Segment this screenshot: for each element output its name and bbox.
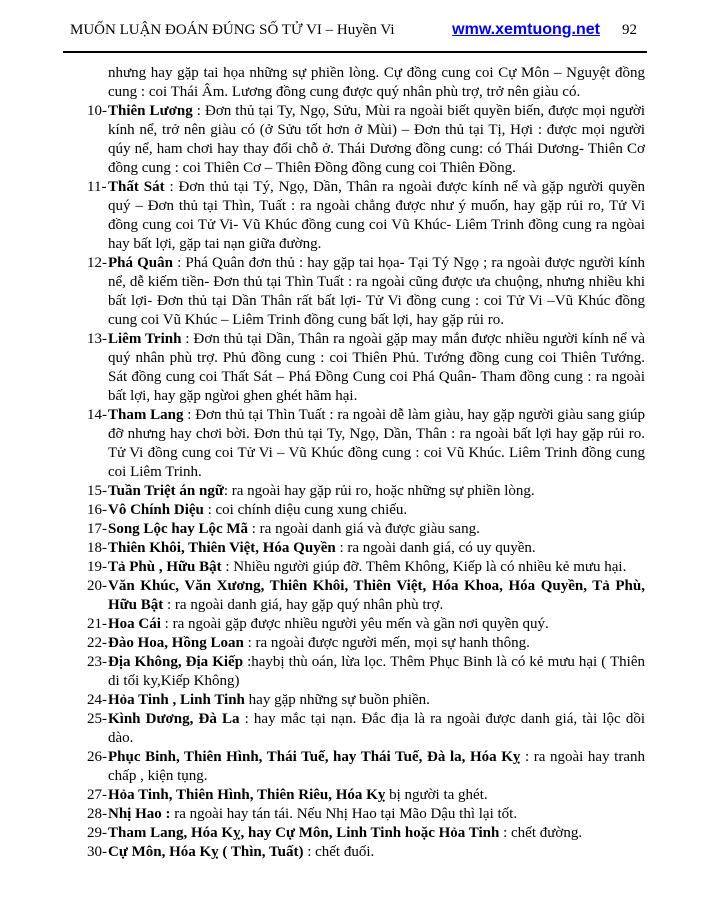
list-item-description: : ra ngoài hay tranh chấp , kiện tụng. <box>108 749 645 784</box>
page-header-right <box>452 21 637 39</box>
list-item <box>87 558 645 577</box>
list-item <box>87 406 645 482</box>
list-item-star-name: Hỏa Tinh , Linh Tinh <box>108 692 245 708</box>
list-item-star-name: Tuần Triệt án ngữ <box>108 483 224 499</box>
list-item-description: hay gặp những sự buồn phiền. <box>244 692 430 708</box>
list-item <box>87 254 645 330</box>
list-item-number: 15- <box>87 483 107 499</box>
list-item-number: 10- <box>87 103 107 119</box>
list-item-star-name: Địa Không, Địa Kiếp <box>108 654 244 670</box>
website-link[interactable]: wmw.xemtuong.net <box>452 21 600 38</box>
list-item <box>87 501 645 520</box>
list-item-description: : chết đường. <box>499 825 583 841</box>
list-item-star-name: Tham Lang, Hóa Kỵ, hay Cự Môn, Linh Tinh hoặc Hỏa Tinh <box>108 825 500 841</box>
list-item <box>87 748 645 786</box>
page-number: 92 <box>622 22 637 38</box>
list-item <box>87 102 645 178</box>
item-list <box>87 102 645 862</box>
list-item-number: 20- <box>87 578 107 594</box>
list-item-description: : Phá Quân đơn thủ : hay gặp tai họa- Tại Tý Ngọ ; ra ngoài được người kính nể, dễ kiếm tiền- Đơn thủ tại Thìn Tuất : ra ngoài cũng được ưa chuộng, nhưng nhiều khi bất lợi- Đơn thủ tại Dần Thân rất bất lợi- Tử Vi đồng cung : coi Tử Vi –Vũ Khúc đồng cung coi Vũ Khúc – Liêm Trinh đồng cung bất lợi, hay gặp rủi ro. <box>108 255 645 328</box>
list-item-number: 30- <box>87 844 107 860</box>
list-item-description: : ra ngoài danh giá và được giàu sang. <box>248 521 480 537</box>
list-item-description: : hay mắc tại nạn. Đắc địa là ra ngoài được danh giá, tài lộc dồi dào. <box>108 711 645 746</box>
list-item <box>87 691 645 710</box>
list-item-description: : ra ngoài danh giá, có uy quyền. <box>335 540 536 556</box>
list-item-description: : ra ngoài hay gặp rủi ro, hoặc những sự phiền lòng. <box>223 483 535 499</box>
list-item-star-name: Nhị Hao : <box>108 806 171 822</box>
list-item-description: : Đơn thủ tại Ty, Ngọ, Sửu, Mùi ra ngoài biết quyền biến, được mọi người kính nể, trở nên giàu có (ở Sửu tốt hơn ở Mùi) – Đơn thủ tại Tị, Hợi : được mọi người qúy nể, ham chơi hay thay đổi chỗ ở. Thái Dương đồng cung: có Thái Dương- Thiên Cơ đồng cung : coi Thiên Cơ – Thiên Đồng đồng cung coi Thiên Đồng. <box>108 103 645 176</box>
list-item-description: : ra ngoài gặp được nhiều người yêu mến và gần nơi quyền quý. <box>160 616 549 632</box>
list-item-number: 12- <box>87 255 107 271</box>
list-item-number: 16- <box>87 502 107 518</box>
list-item-description: : Nhiều người giúp đỡ. Thêm Không, Kiếp là có nhiều kẻ mưu hại. <box>221 559 627 575</box>
list-item-star-name: Hỏa Tinh, Thiên Hình, Thiên Riêu, Hóa Kỵ <box>108 787 386 803</box>
list-item-number: 19- <box>87 559 107 575</box>
list-item-number: 14- <box>87 407 107 423</box>
list-item-star-name: Hoa Cái <box>108 616 161 632</box>
list-item <box>87 482 645 501</box>
list-item-star-name: Cự Môn, Hóa Kỵ ( Thìn, Tuất) <box>108 844 304 860</box>
page-header-title: MUỐN LUẬN ĐOÁN ĐÚNG SỐ TỬ VI – Huyền Vi <box>70 22 395 38</box>
list-item-description: ra ngoài hay tán tái. Nếu Nhị Hao tại Mão Dậu thì lại tốt. <box>170 806 518 822</box>
list-item-number: 17- <box>87 521 107 537</box>
list-item-description: bị người ta ghét. <box>385 787 488 803</box>
list-item <box>87 805 645 824</box>
list-item-star-name: Đào Hoa, Hồng Loan <box>108 635 244 651</box>
list-item-star-name: Văn Khúc, Văn Xương, Thiên Khôi, Thiên Việt, Hóa Khoa, Hóa Quyền, Tả Phù, Hữu Bật <box>108 578 645 613</box>
list-item-number: 26- <box>87 749 107 765</box>
list-item-number: 13- <box>87 331 107 347</box>
list-item <box>87 710 645 748</box>
list-item-star-name: Thiên Lương <box>108 103 193 119</box>
list-item-number: 11- <box>87 179 107 195</box>
list-item-number: 23- <box>87 654 107 670</box>
list-item-number: 27- <box>87 787 107 803</box>
document-body <box>0 64 705 862</box>
list-item-number: 21- <box>87 616 107 632</box>
list-item <box>87 539 645 558</box>
list-item-number: 29- <box>87 825 107 841</box>
continuation-paragraph: nhưng hay gặp tai họa những sự phiền lòng. Cự đồng cung coi Cự Môn – Nguyệt đồng cung : coi Thái Âm. Lương đồng cung được quý nhân phù trợ, trở nên giàu có. <box>108 65 645 100</box>
list-item-description: : Đơn thủ tại Dần, Thân ra ngoài gặp may mắn được nhiều người kính nể và quý nhân phù trợ. Phủ đồng cung : coi Thiên Phủ. Tướng đồng cung coi Thiên Tướng. Sát đồng cung coi Thất Sát – Phá Đồng Cung coi Phá Quân- Tham đồng cung : ra ngoài bất lợi, hay gặp ngừoi ghen ghét hãm hại. <box>108 331 645 404</box>
list-item-star-name: Kình Dương, Đà La <box>108 711 240 727</box>
list-item-description: : Đơn thủ tại Tý, Ngọ, Dần, Thân ra ngoài được kính nể và gặp người quyền quý – Đơn thủ tại Thìn, Tuất : ra ngoài chẳng được như ý muốn, hay gặp rủi ro, Tử Vi đồng cung coi Tử Vi- Vũ Khúc đồng cung coi Vũ Khúc- Liêm Trinh đồng cung ra ngòai hay bất lợi, gặp tai nạn giữa đường. <box>108 179 645 252</box>
list-item <box>87 824 645 843</box>
list-item-description: :haybị thù oán, lừa lọc. Thêm Phục Binh là có kẻ mưu hại ( Thiên di tối ky,Kiếp Không) <box>108 654 646 689</box>
list-item-description: : ra ngoài được người mến, mọi sự hanh thông. <box>243 635 530 651</box>
list-item <box>87 520 645 539</box>
list-item-description: : ra ngoài danh giá, hay gặp quý nhân phù trợ. <box>163 597 444 613</box>
list-item-number: 18- <box>87 540 107 556</box>
header-divider <box>63 51 647 53</box>
list-item-description: : chết đuối. <box>303 844 375 860</box>
list-item-star-name: Liêm Trinh <box>108 331 182 347</box>
list-item-star-name: Vô Chính Diệu <box>108 502 204 518</box>
list-item-star-name: Tham Lang <box>108 407 184 423</box>
list-item-number: 25- <box>87 711 107 727</box>
list-item-star-name: Song Lộc hay Lộc Mã <box>108 521 249 537</box>
list-item-number: 24- <box>87 692 107 708</box>
list-item <box>87 653 645 691</box>
page-header <box>0 0 705 39</box>
list-item <box>87 615 645 634</box>
list-item <box>87 786 645 805</box>
list-item <box>87 634 645 653</box>
list-item-star-name: Tả Phù , Hữu Bật <box>108 559 222 575</box>
list-item <box>87 178 645 254</box>
list-item <box>87 843 645 862</box>
list-item-star-name: Phục Binh, Thiên Hình, Thái Tuế, hay Thái Tuế, Đà la, Hóa Kỵ <box>108 749 521 765</box>
list-item-star-name: Thất Sát <box>108 179 165 195</box>
list-item-star-name: Phá Quân <box>108 255 173 271</box>
list-item-number: 28- <box>87 806 107 822</box>
list-item-star-name: Thiên Khôi, Thiên Việt, Hóa Quyền <box>108 540 336 556</box>
list-item-description: : coi chính diệu cung xung chiếu. <box>203 502 408 518</box>
list-item <box>87 577 645 615</box>
list-item <box>87 330 645 406</box>
list-item-number: 22- <box>87 635 107 651</box>
list-item-description: : Đơn thủ tại Thìn Tuất : ra ngoài dễ làm giàu, hay gặp người giàu sang giúp đỡ nhưng hay chơi bời. Đơn thủ tại Ty, Ngọ, Dần, Thân : ra ngoài bất lợi hay gặp rủi ro. Tử Vi đồng cung coi Tử Vi – Vũ Khúc đồng cung : coi Vũ Khúc. Liêm Trinh đồng cung coi Liêm Trinh. <box>108 407 645 480</box>
